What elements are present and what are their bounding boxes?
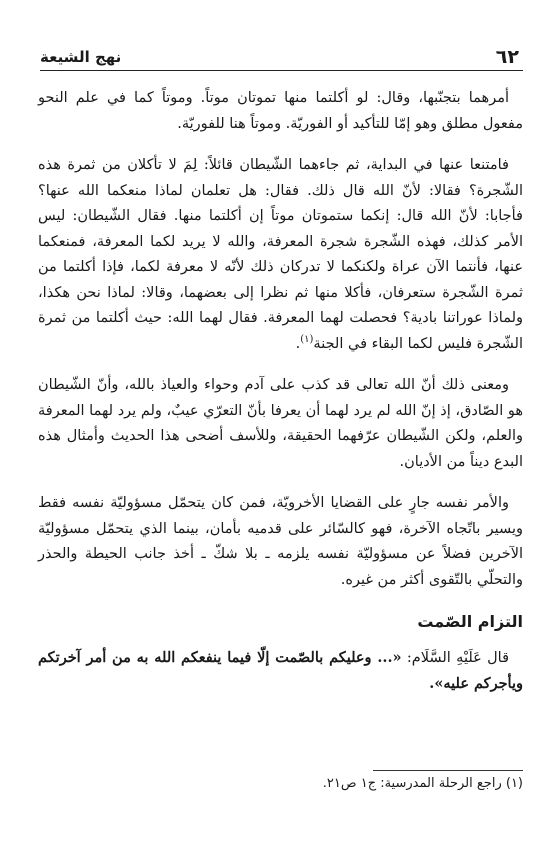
footnote-divider (373, 770, 523, 771)
page-header (40, 42, 523, 71)
paragraph: أمرهما بتجنّبها، وقال: لو أكلتما منها تموتان موتاً. وموتاً كما في علم النحو مفعول مطلق وهو إمّا للتأكيد أو الفوريّة. وموتاً هنا للفوريّة. (38, 90, 523, 132)
quote-text: «... وعليكم بالصّمت إلّا فيما ينفعكم الله به من أمر آخرتكم ويأجركم عليه». (38, 648, 523, 692)
paragraph: فامتنعا عنها في البداية، ثم جاءهما الشّيطان قائلاً: لِمَ لا تأكلان من ثمرة هذه الشّجرة؟ فقالا: لأنّ الله قال ذلك. فقال: هل تعلمان لماذا منعكما الله عنها؟ فأجابا: لأنّ الله قال: إنكما ستموتان موتاً إن أكلتما منها. فقال الشّيطان: ليس الأمر كذلك، فهذه الشّجرة شجرة المعرفة، والله لا يريد لكما المعرفة، فمنعكما عنها، فأنتما الآن عراة ولكنكما لا تدركان ذلك لأنّه لا معرفة لكما، فإذا أكلتما من ثمرة الشّجرة ستعرفان، فأكلا منها ثم نظرا إلى بعضهما، وقالا: لماذا نحن هكذا، ولماذا عوراتنا بادية؟ فحصلت لهما المعرفة. فقال لهما الله: حيث أكلتما من ثمرة الشّجرة فليس لكما البقاء في الجنة$^{(١)}$. (38, 157, 523, 352)
footnote-marker: (١) (300, 333, 314, 345)
section-heading: التزام الصّمت (417, 612, 523, 631)
hadith-quote (38, 645, 523, 698)
quote-attribution: قال عَلَيْهِ السَّلَام: (406, 649, 510, 666)
page-number: ٦٢ (495, 46, 519, 68)
paragraph: ومعنى ذلك أنّ الله تعالى قد كذب على آدم وحواء والعياذ بالله، وأنّ الشّيطان هو الصّادق، إذ إنّ الله لم يرد لهما أن يعرفا بأنّ التعرّي عيبٌ، ولم يرد لهما المعرفة والعلم، ولكن الشّيطان عرّفهما الحقيقة، وللأسف أضحى هذا الحديث وأمثال هذه البدع ديناً من الأديان. (38, 377, 523, 470)
body-text (38, 86, 523, 714)
footnote: (١) راجع الرحلة المدرسية: ج١ ص٢١. (322, 776, 523, 791)
running-title: نهج الشيعة (40, 48, 122, 66)
paragraph: والأمر نفسه جارٍ على القضايا الأخرويّة، فمن كان يتحمّل مسؤوليّة نفسه فقط ويسير باتّجاه الآخرة، فهو كالسّائر على قدميه بأمان، بينما الذي يتحمّل مسؤوليّة الآخرين فضلاً عن مسؤوليّة نفسه يلزمه ـ بلا شكّ ـ أخذ جانب الحيطة والحذر والتحلّي بالتّقوى أكثر من غيره. (38, 495, 523, 588)
